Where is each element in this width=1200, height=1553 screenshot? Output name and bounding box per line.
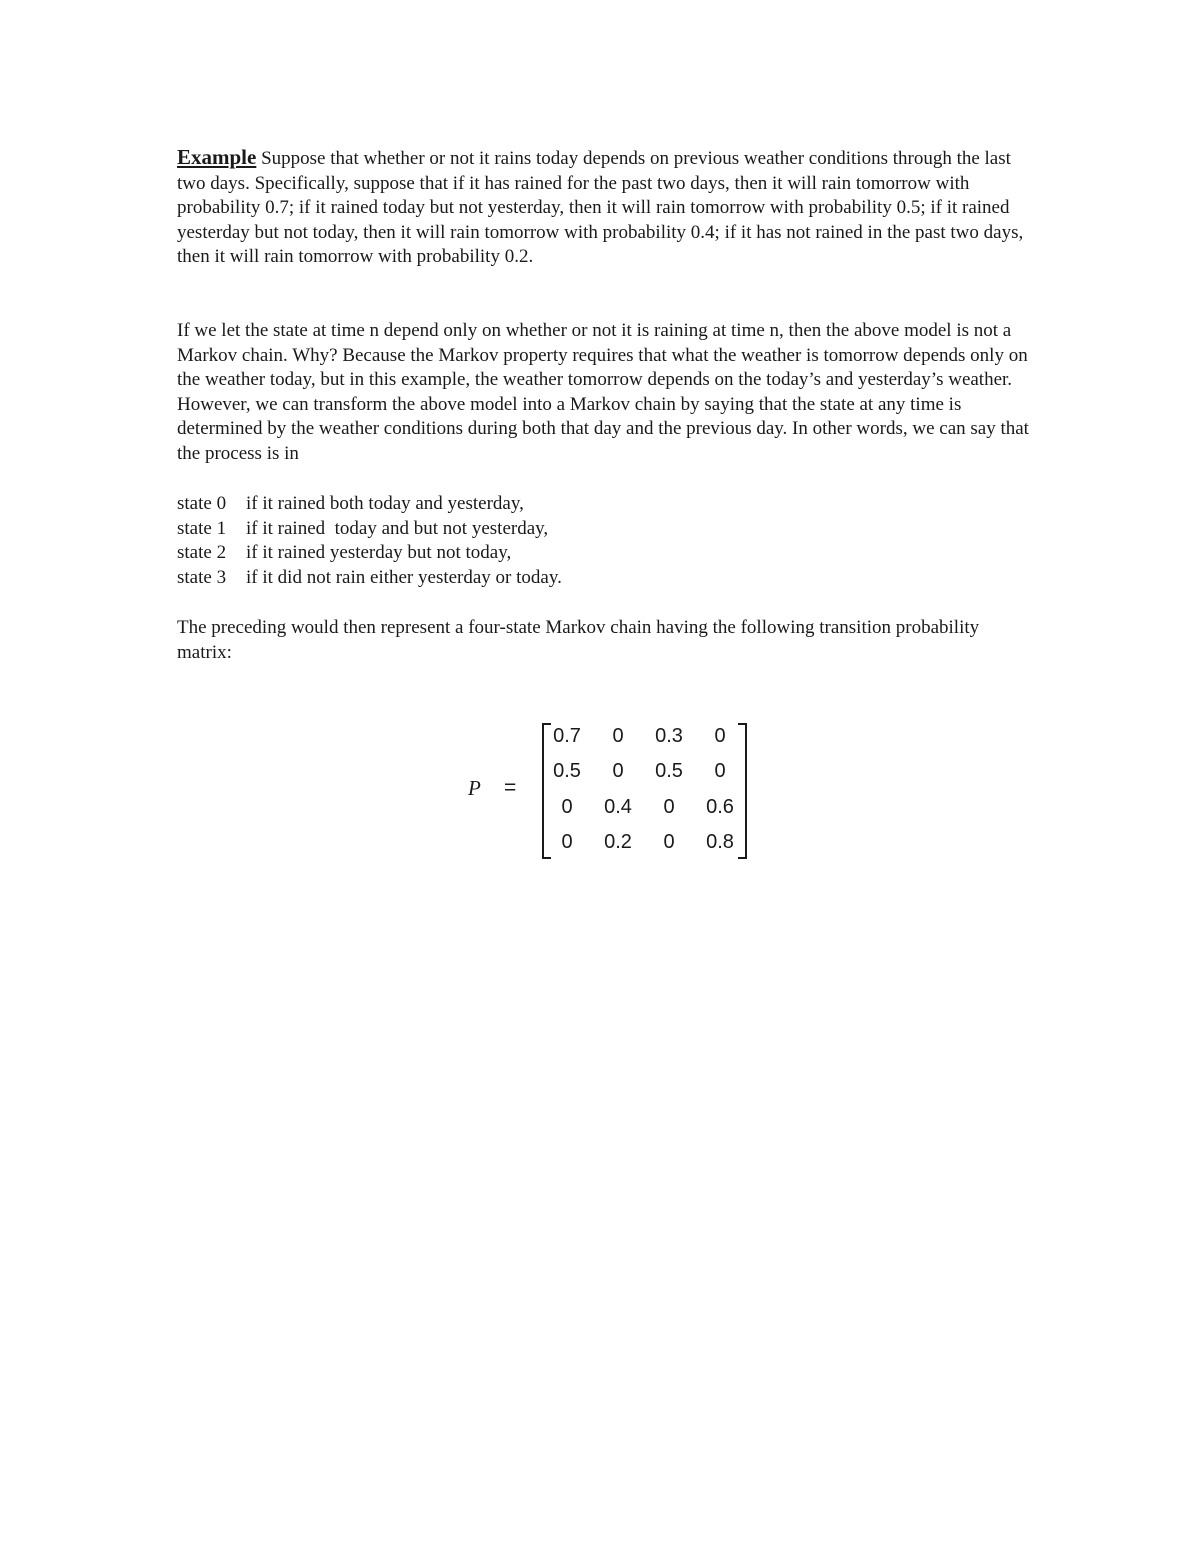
state-name: state 3 <box>177 566 227 588</box>
matrix-cell: 0 <box>561 796 573 818</box>
right-bracket <box>738 724 746 858</box>
example-paragraph <box>177 145 1037 270</box>
matrix-cell: 0.5 <box>553 760 581 782</box>
state-item <box>177 541 1037 566</box>
matrix-cell: 0.7 <box>553 725 581 747</box>
matrix-cell: 0.3 <box>655 725 683 747</box>
matrix-intro-paragraph: The preceding would then represent a four-state Markov chain having the following transition probability matrix: <box>177 617 980 663</box>
state-item <box>177 566 1037 591</box>
state-description: if it rained both today and yesterday, <box>246 493 524 514</box>
equals-sign: = <box>504 776 517 799</box>
state-item <box>177 517 1037 542</box>
matrix-cell: 0.5 <box>655 760 683 782</box>
state-name: state 1 <box>177 517 227 539</box>
matrix-cell: 0.6 <box>706 796 734 818</box>
state-list <box>177 492 1037 590</box>
example-label: Example <box>177 145 257 169</box>
matrix-cell: 0.4 <box>604 796 632 818</box>
matrix-cell: 0 <box>663 796 675 818</box>
state-name: state 0 <box>177 493 227 514</box>
matrix-cell: 0 <box>663 831 675 853</box>
matrix-cell: 0 <box>612 725 624 747</box>
matrix-cell: 0 <box>612 760 624 782</box>
state-item <box>177 492 1037 517</box>
left-bracket <box>543 724 551 858</box>
matrix-cell: 0.8 <box>706 831 734 853</box>
state-description: if it rained today and but not yesterday, <box>246 517 549 539</box>
matrix-cell: 0.2 <box>604 831 632 853</box>
state-description: if it did not rain either yesterday or today. <box>246 566 562 588</box>
matrix-cell: 0 <box>714 725 726 747</box>
matrix-cell: 0 <box>561 831 573 853</box>
matrix-variable: P <box>468 776 481 800</box>
matrix-cell: 0 <box>714 760 726 782</box>
state-description: if it rained yesterday but not today, <box>246 542 512 564</box>
example-text: Suppose that whether or not it rains today depends on previous weather conditions through the last two days. Specifically, suppose that if it has rained for the past two days, then it will rain tomorrow with probability 0.7; if it rained today but not yesterday, then it will rain tomorrow with probability 0.5; if it rained yesterday but not today, then it will rain tomorrow with probability 0.4; if it has not rained in the past two days, then it will rain tomorrow with probability 0.2. <box>177 148 1024 268</box>
state-name: state 2 <box>177 542 227 564</box>
markov-explanation-paragraph: If we let the state at time n depend only on whether or not it is raining at time n, then the above model is not a Markov chain. Why? Because the Markov property requires that what the weather is tomorrow depends only on the weather today, but in this example, the weather tomorrow depends on the today’s and yesterday’s weather. However, we can transform the above model into a Markov chain by saying that the state at any time is determined by the weather conditions during both that day and the previous day. In other words, we can say that the process is in <box>177 320 1029 464</box>
